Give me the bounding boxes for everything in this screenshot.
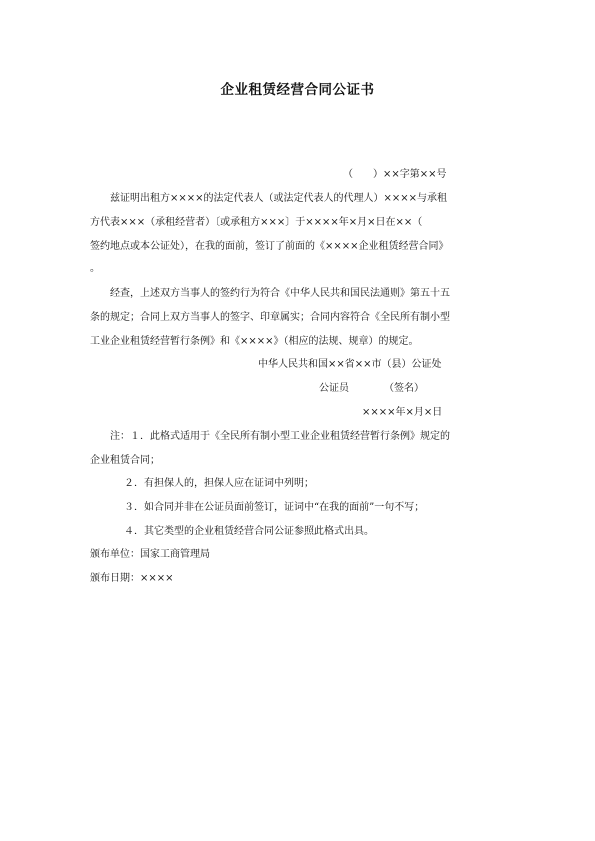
paragraph-2-line-3: 工业企业租赁经营暂行条例》和《××××》（相应的法规、规章）的规定。	[90, 336, 419, 347]
document-title: 企业租赁经营合同公证书	[220, 82, 375, 98]
note-3: ３．如合同并非在公证员面前签订，证词中“在我的面前”一句不写；	[124, 502, 425, 513]
note-1-line-1: 注：１．此格式适用于《全民所有制小型工业企业租赁经营暂行条例》规定的	[110, 431, 450, 442]
note-4: ４．其它类型的企业租赁经营合同公证参照此格式出具。	[124, 526, 374, 537]
paragraph-1-line-2: 方代表×××（承租经营者）〔或承租方×××〕于××××年×月×日在××（	[90, 217, 423, 228]
notary-signature: 公证员 （签名）	[319, 383, 424, 394]
notary-date: ××××年×月×日	[362, 407, 443, 418]
paragraph-2-line-1: 经查，上述双方当事人的签约行为符合《中华人民共和国民法通则》第五十五	[110, 288, 450, 299]
paragraph-1-line-4: 。	[90, 263, 100, 274]
notary-office: 中华人民共和国××省××市（县）公证处	[258, 359, 442, 370]
document-number: （ ）××字第××号	[343, 169, 447, 180]
note-1-line-2: 企业租赁合同；	[90, 455, 160, 466]
paragraph-2-line-2: 条的规定；合同上双方当事人的签字、印章属实；合同内容符合《全民所有制小型	[90, 312, 450, 323]
note-2: ２．有担保人的，担保人应在证词中列明；	[124, 478, 314, 489]
issuer: 颁布单位：国家工商管理局	[90, 549, 210, 560]
paragraph-1-line-1: 兹证明出租方××××的法定代表人（或法定代表人的代理人）××××与承租	[110, 193, 448, 204]
issue-date: 颁布日期：××××	[90, 573, 174, 584]
paragraph-1-line-3: 签约地点或本公证处），在我的面前，签订了前面的《××××企业租赁经营合同》	[90, 241, 449, 252]
